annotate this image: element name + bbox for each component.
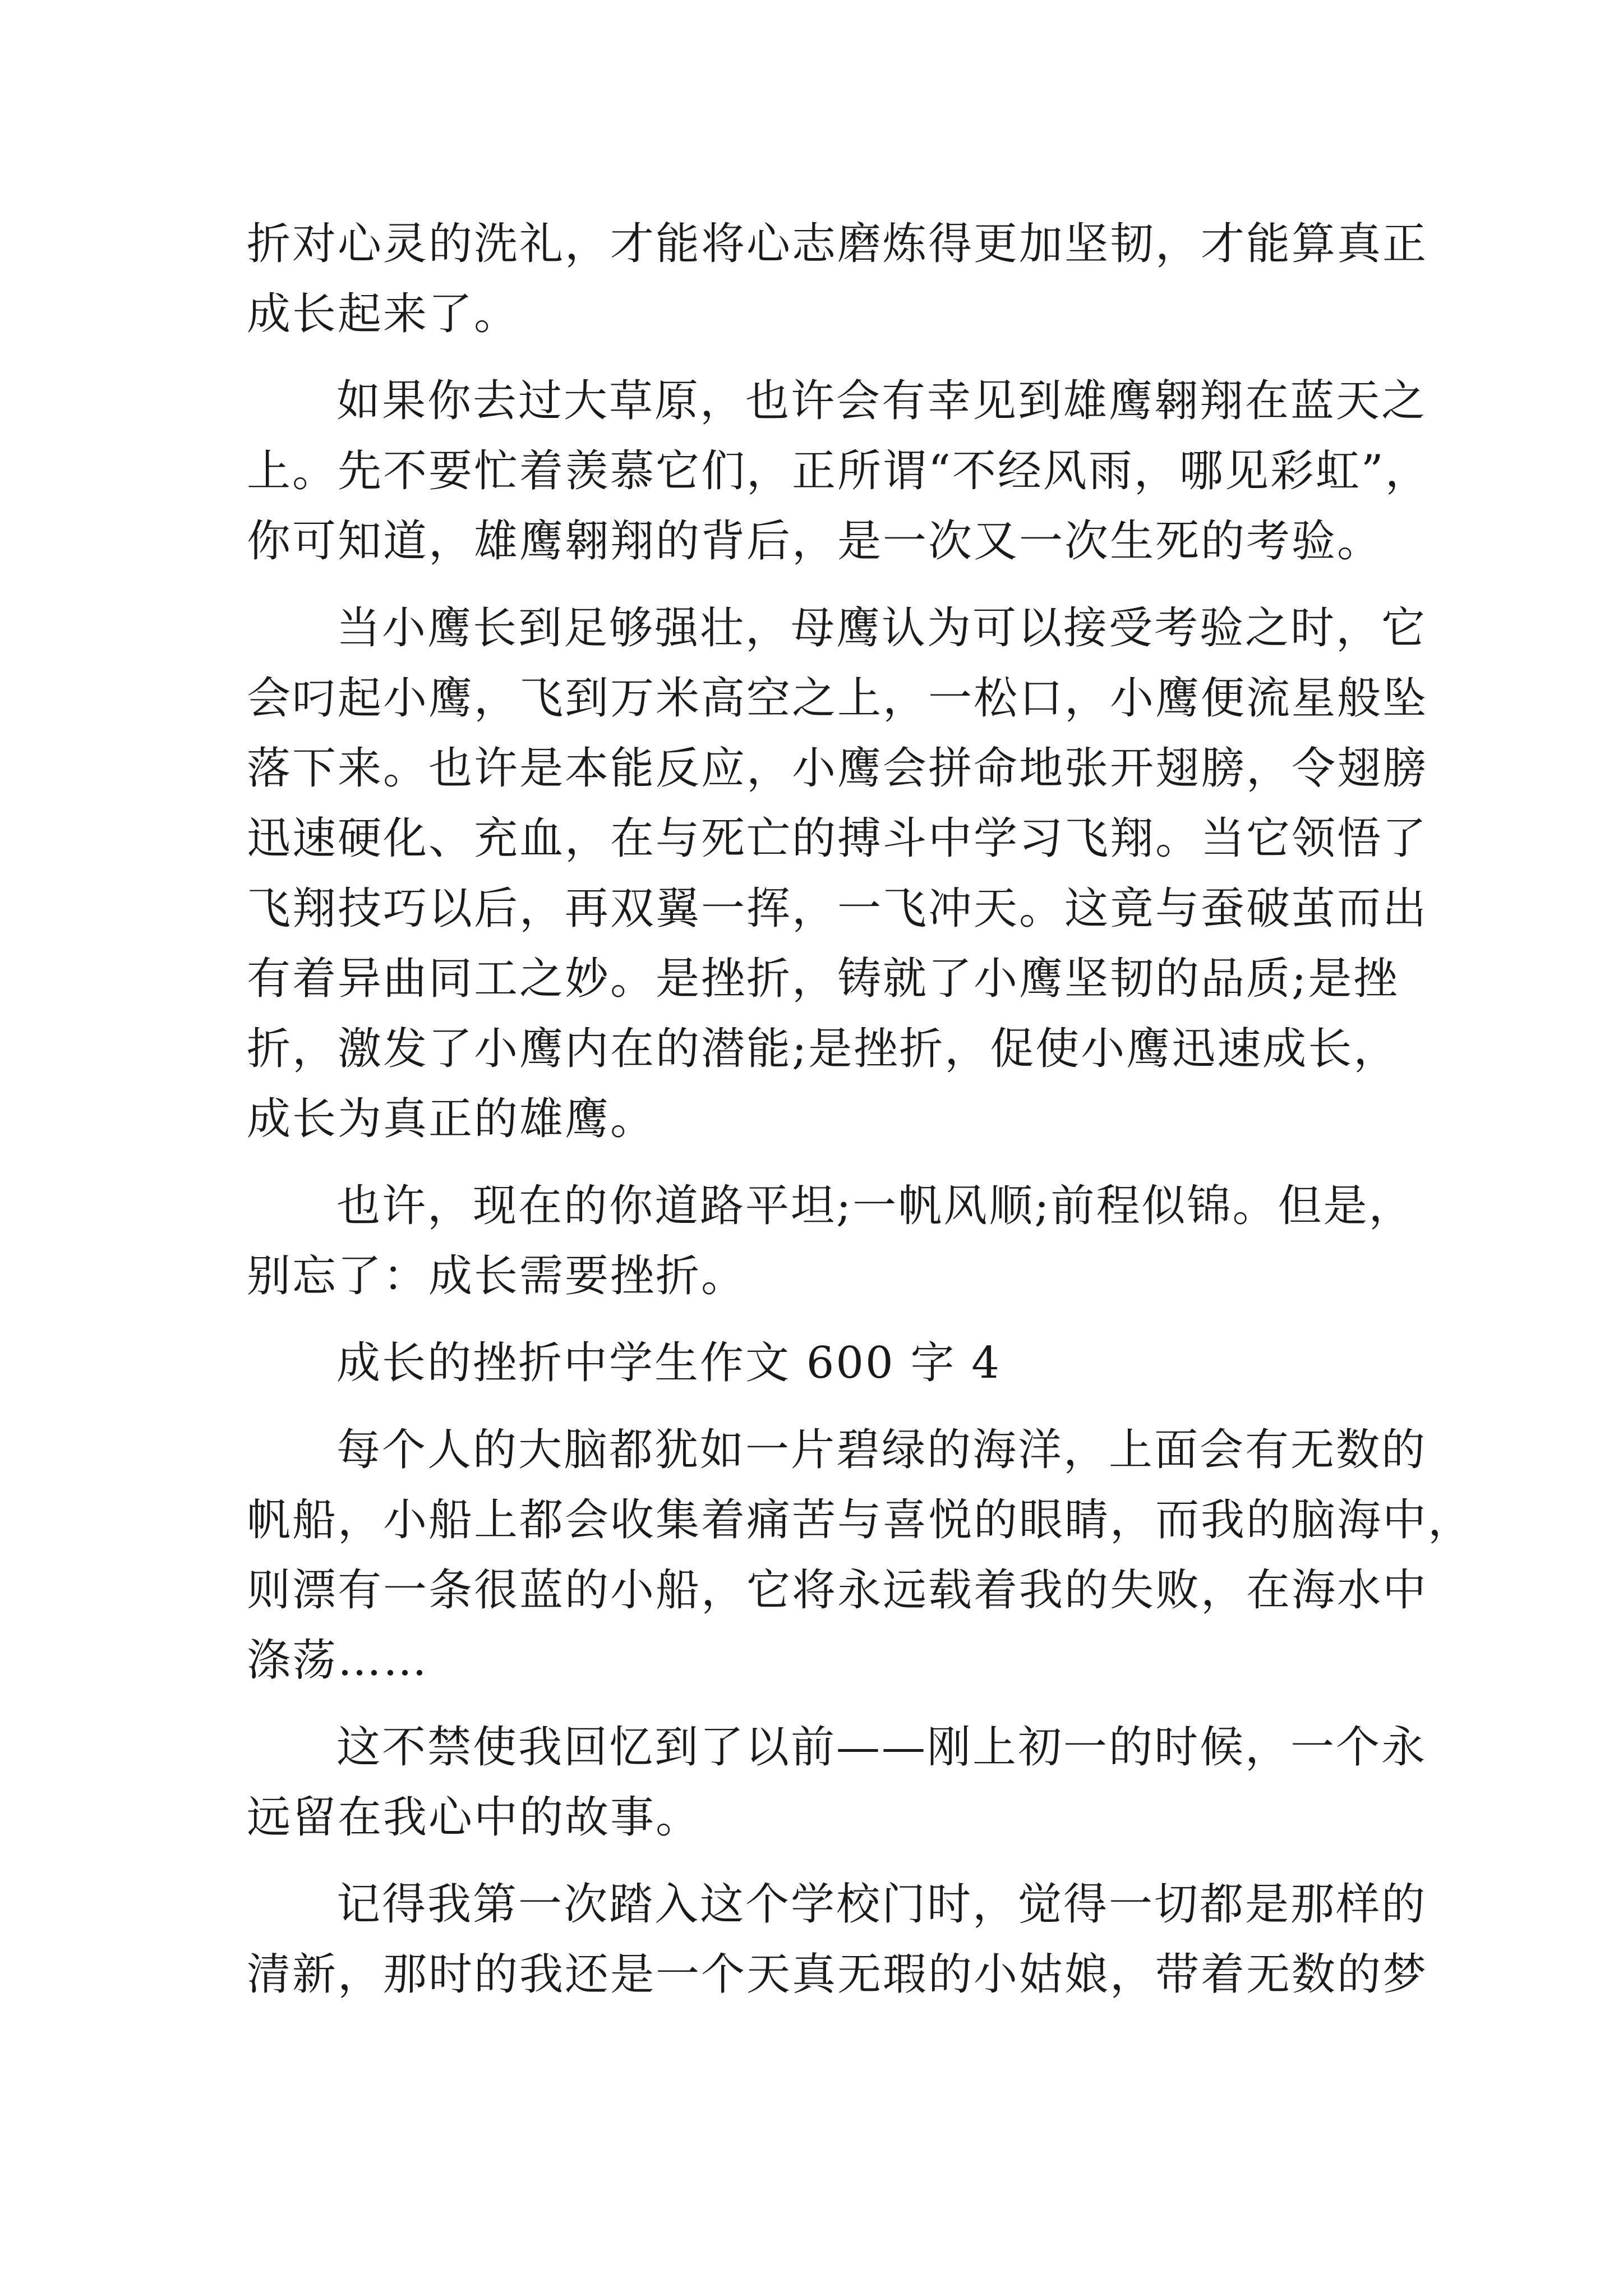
paragraph-line: 当小鹰长到足够强壮，母鹰认为可以接受考验之时，它 [336, 603, 1427, 654]
paragraph-line: 这不禁使我回忆到了以前——刚上初一的时候，一个永 [336, 1722, 1427, 1773]
paragraph-line: 上。先不要忙着羡慕它们，正所谓“不经风雨，哪见彩虹”， [247, 446, 1431, 496]
paragraph-line: 有着异曲同工之妙。是挫折，铸就了小鹰坚韧的品质;是挫 [247, 954, 1399, 1004]
paragraph-line: 折，激发了小鹰内在的潜能;是挫折，促使小鹰迅速成长， [247, 1024, 1399, 1074]
paragraph-line: 如果你去过大草原，也许会有幸见到雄鹰翱翔在蓝天之 [336, 376, 1427, 426]
paragraph-line: 记得我第一次踏入这个学校门时，觉得一切都是那样的 [336, 1879, 1427, 1930]
paragraph-line: 你可知道，雄鹰翱翔的背后，是一次又一次生死的考验。 [247, 516, 1383, 567]
paragraph-line: 会叼起小鹰，飞到万米高空之上，一松口，小鹰便流星般坠 [247, 673, 1428, 724]
paragraph-line: 则漂有一条很蓝的小船，它将永远载着我的失败，在海水中 [247, 1565, 1428, 1616]
paragraph-line: 折对心灵的洗礼，才能将心志磨炼得更加坚韧，才能算真正 [247, 219, 1428, 269]
paragraph-line: 成长为真正的雄鹰。 [247, 1094, 656, 1144]
paragraph-line: 远留在我心中的故事。 [247, 1792, 702, 1843]
paragraph-line: 清新，那时的我还是一个天真无瑕的小姑娘，带着无数的梦 [247, 1949, 1428, 2000]
paragraph-line: 飞翔技巧以后，再双翼一挥，一飞冲天。这竟与蚕破茧而出 [247, 884, 1428, 934]
paragraph-line: 涤荡…… [247, 1635, 429, 1686]
paragraph-line: 帆船，小船上都会收集着痛苦与喜悦的眼睛，而我的脑海中， [247, 1495, 1474, 1545]
paragraph-line: 成长起来了。 [247, 289, 520, 339]
paragraph-line: 落下来。也许是本能反应，小鹰会拼命地张开翅膀，令翅膀 [247, 743, 1428, 794]
paragraph-line: 迅速硬化、充血，在与死亡的搏斗中学习飞翔。当它领悟了 [247, 813, 1428, 864]
paragraph-line: 也许，现在的你道路平坦;一帆风顺;前程似锦。但是， [336, 1181, 1414, 1231]
paragraph-line: 别忘了：成长需要挫折。 [247, 1251, 747, 1301]
section-title: 成长的挫折中学生作文 600 字 4 [336, 1338, 1001, 1388]
paragraph-line: 每个人的大脑都犹如一片碧绿的海洋，上面会有无数的 [336, 1425, 1427, 1475]
